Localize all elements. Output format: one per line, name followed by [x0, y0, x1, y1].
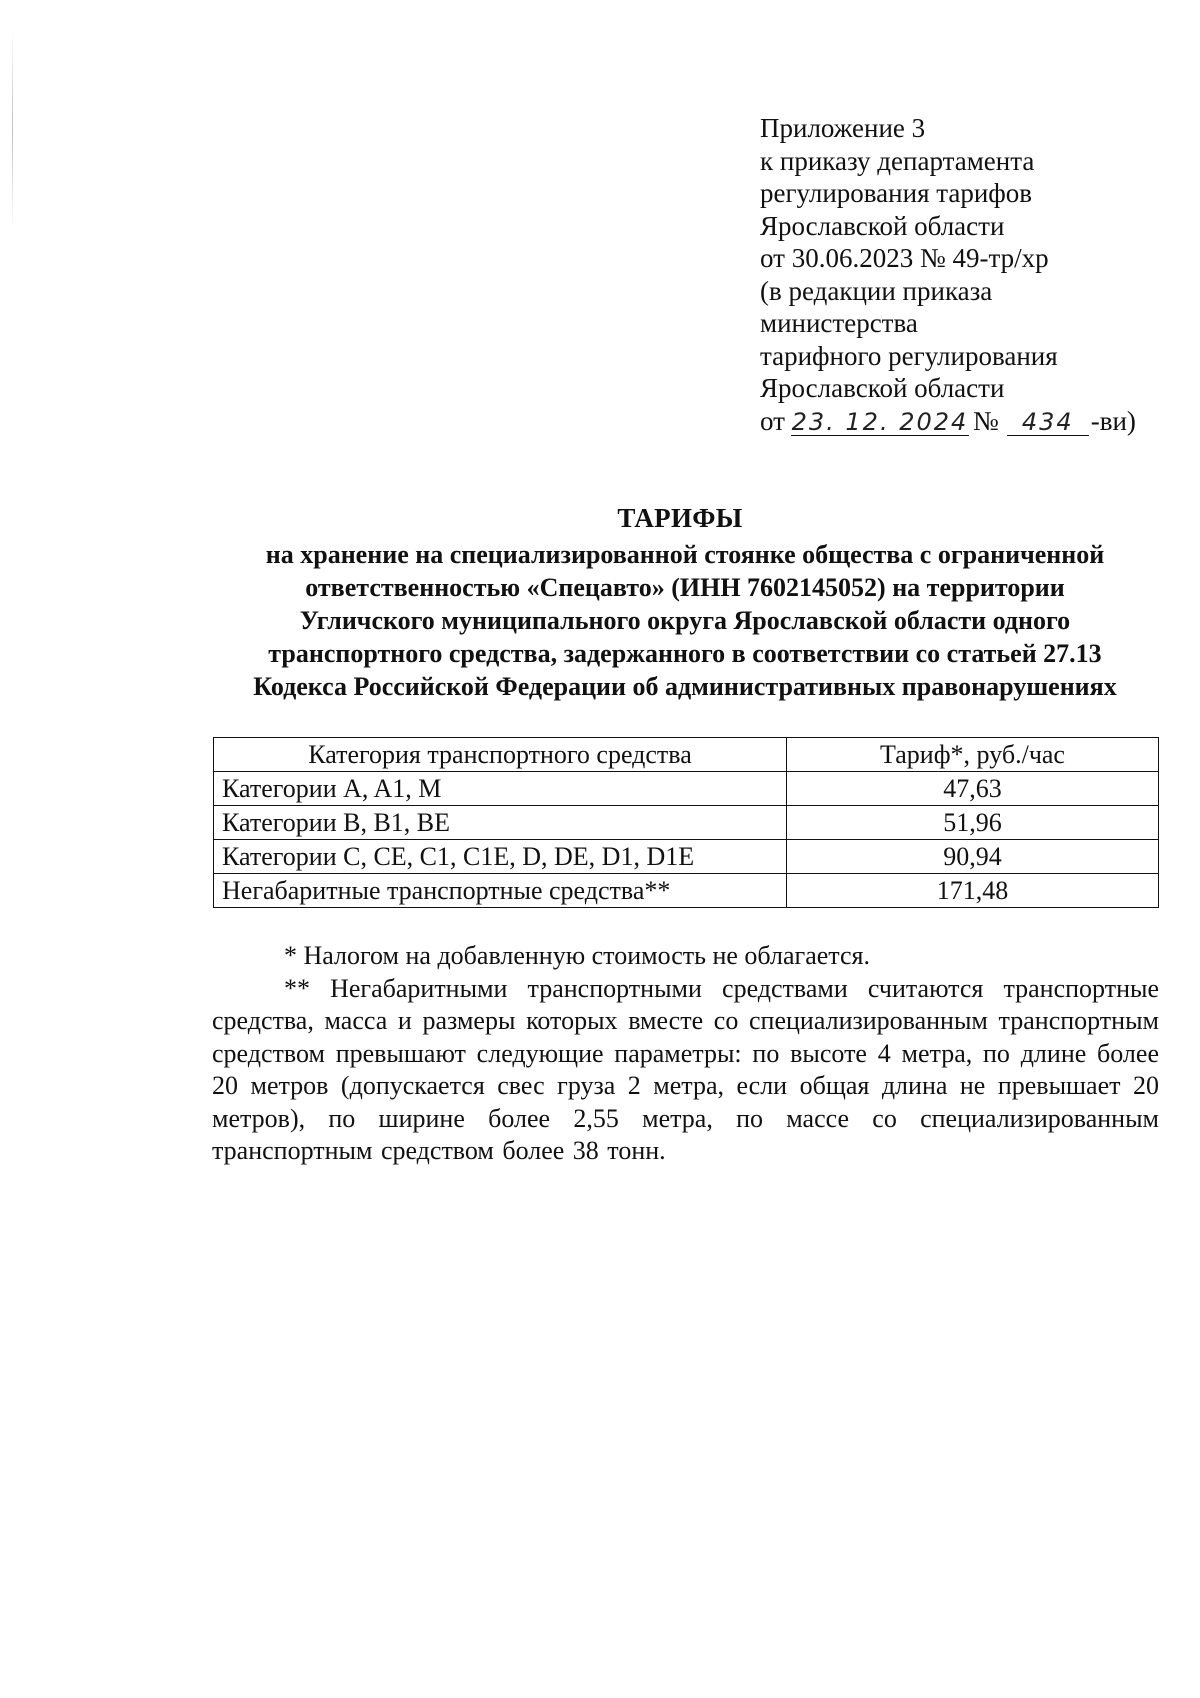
category-cell: Категории C, CE, C1, C1E, D, DE, D1, D1E	[214, 840, 787, 874]
appendix-line: регулирования тарифов	[760, 178, 1033, 208]
tariff-cell: 171,48	[787, 874, 1159, 908]
category-cell: Категории B, B1, BE	[214, 806, 787, 840]
column-header-tariff: Тариф*, руб./час	[787, 738, 1159, 772]
subtitle-line: на хранение на специализированной стоянке общества с ограниченной	[265, 540, 1105, 569]
appendix-line: Ярославской области	[760, 210, 1005, 241]
appendix-line: Ярославской области	[760, 373, 1005, 403]
document-title: ТАРИФЫ	[617, 503, 743, 533]
vat-footnote: * Налогом на добавленную стоимость не облагается.	[284, 941, 870, 970]
table-row	[214, 874, 1159, 908]
table-row	[214, 806, 1159, 840]
appendix-line: от 30.06.2023 № 49-тр/хр	[760, 243, 1049, 273]
category-cell: Негабаритные транспортные средства**	[214, 874, 787, 908]
edition-line	[760, 405, 1160, 438]
edition-suffix: -ви)	[1090, 405, 1136, 436]
tariff-table	[213, 737, 1159, 908]
subtitle-line: ответственностью «Спецавто» (ИНН 7602145052) на территории	[305, 573, 1065, 602]
scan-edge-mark	[12, 30, 13, 230]
column-header-category: Категория транспортного средства	[214, 738, 787, 772]
subtitle-line: транспортного средства, задержанного в соответствии со статьей 27.13	[268, 639, 1102, 668]
document-subtitle	[205, 538, 1165, 703]
handwritten-edition-date: 23. 12. 2024	[791, 407, 969, 436]
number-sign: №	[972, 405, 999, 436]
appendix-line: (в редакции приказа	[760, 275, 993, 306]
subtitle-line: Кодекса Российской Федерации об административных правонарушениях	[253, 672, 1117, 701]
tariff-cell: 47,63	[787, 772, 1159, 806]
oversize-footnote: ** Негабаритными транспортными средствами считаются транспортные средства, масса и размеры которых вместе со специализированным транспортным средством превышают следующие параметры: по высоте 4 метра, по длине более 20 метров (допускается свес груза 2 метра, если общая длина не превышает 20 метров), по ширине более 2,55 метра, по массе со специализированным транспортным средством более 38 тонн.	[212, 973, 1159, 1165]
subtitle-line: Угличского муниципального округа Ярославской области одного	[299, 606, 1071, 635]
tariff-cell: 51,96	[787, 806, 1159, 840]
appendix-line: министерства	[760, 308, 918, 338]
appendix-line: к приказу департамента	[760, 145, 1035, 176]
table-row	[214, 840, 1159, 874]
handwritten-edition-number: 434	[1007, 409, 1089, 436]
appendix-line: тарифного регулирования	[760, 340, 1058, 371]
table-header-row	[214, 738, 1159, 772]
appendix-line: Приложение 3	[760, 113, 926, 143]
footnotes	[212, 940, 1159, 1168]
tariff-cell: 90,94	[787, 840, 1159, 874]
table-row	[214, 772, 1159, 806]
edition-prefix: от	[760, 405, 785, 436]
appendix-header	[760, 112, 1160, 437]
category-cell: Категории A, A1, M	[214, 772, 787, 806]
